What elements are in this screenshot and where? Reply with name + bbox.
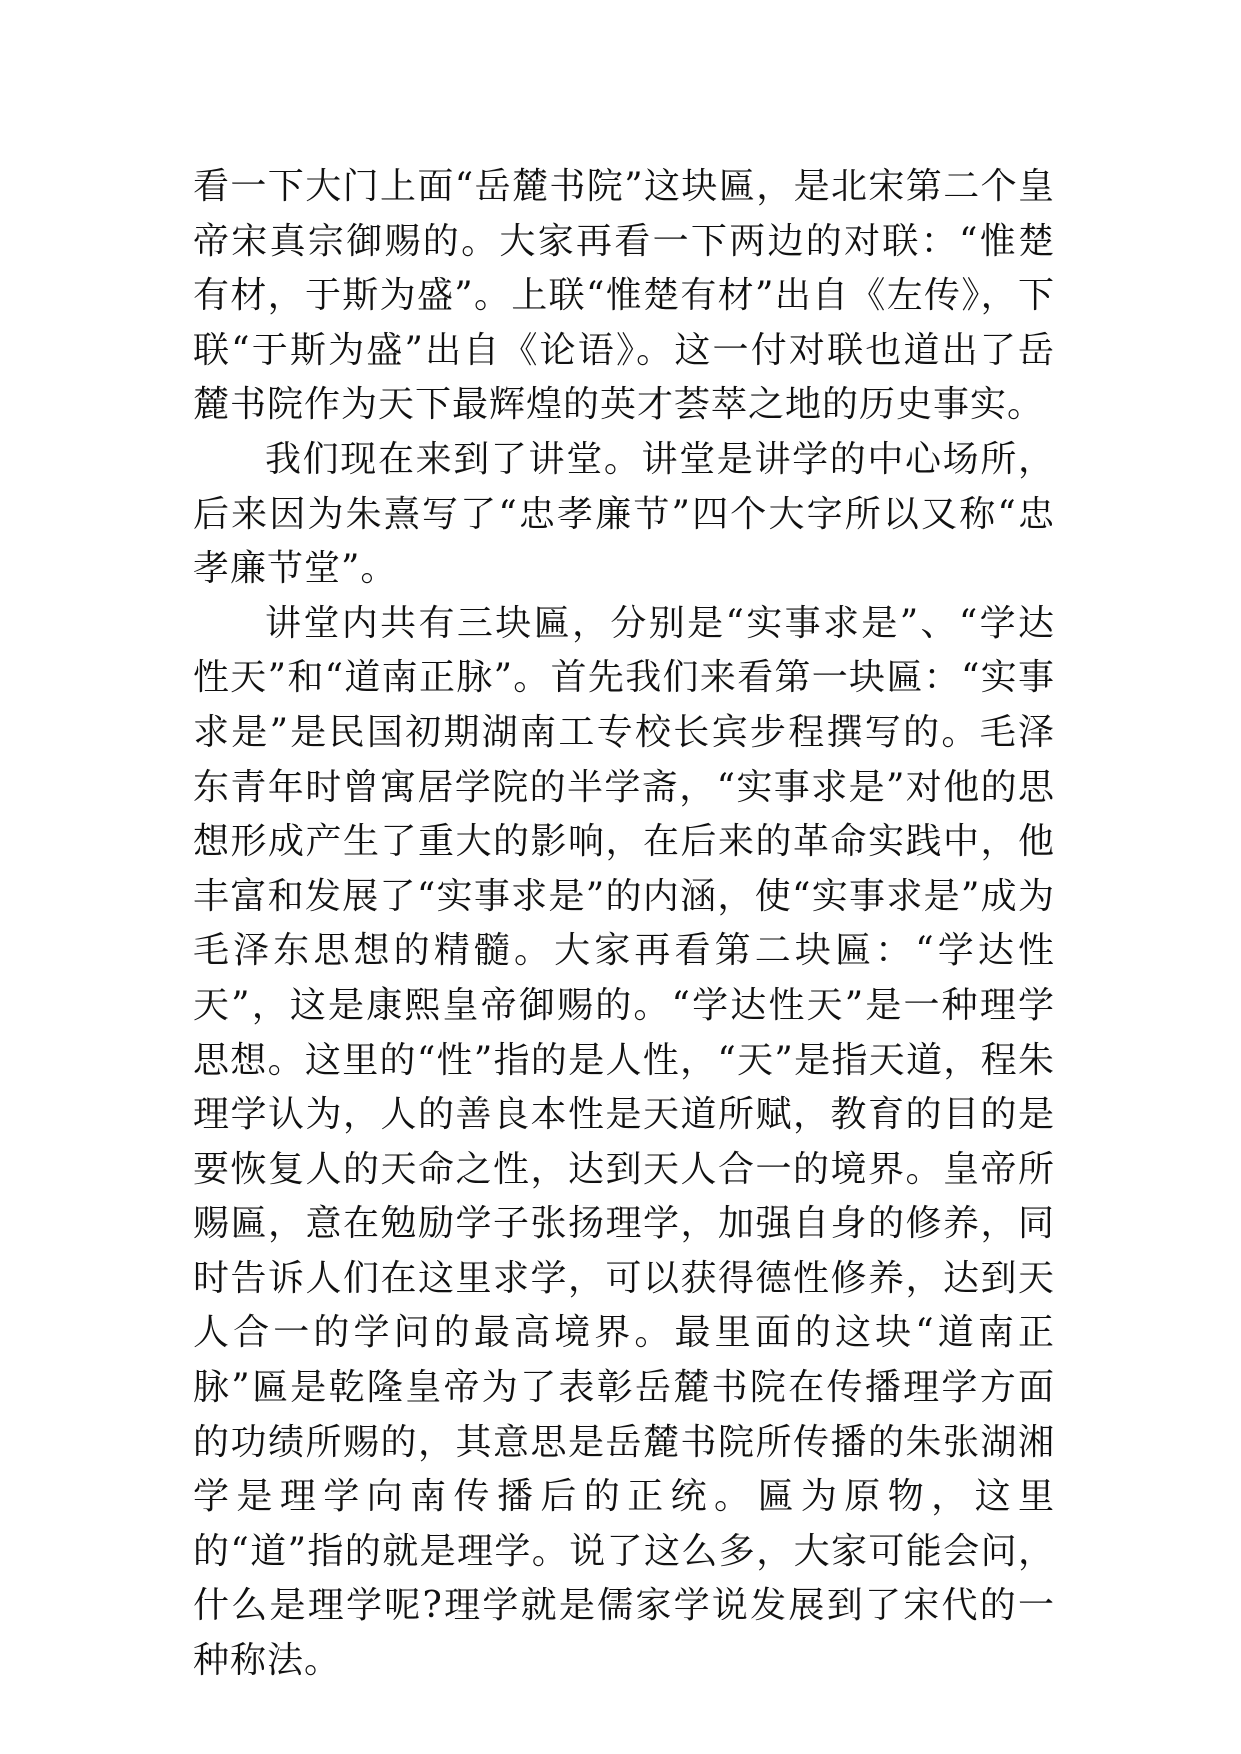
paragraph-2: 我们现在来到了讲堂。讲堂是讲学的中心场所，后来因为朱熹写了“忠孝廉节”四个大字所以又称“忠孝廉节堂”。 — [193, 438, 1055, 590]
body-text — [193, 160, 1055, 1689]
paragraph-3: 讲堂内共有三块匾，分别是“实事求是”、“学达性天”和“道南正脉”。首先我们来看第一块匾：“实事求是”是民国初期湖南工专校长宾步程撰写的。毛泽东青年时曾寓居学院的半学斋，“实事求是”对他的思想形成产生了重大的影响，在后来的革命实践中，他丰富和发展了“实事求是”的内涵，使“实事求是”成为毛泽东思想的精髓。大家再看第二块匾：“学达性天”，这是康熙皇帝御赐的。“学达性天”是一种理学思想。这里的“性”指的是人性，“天”是指天道，程朱理学认为，人的善良本性是天道所赋，教育的目的是要恢复人的天命之性，达到天人合一的境界。皇帝所赐匾，意在勉励学子张扬理学，加强自身的修养，同时告诉人们在这里求学，可以获得德性修养，达到天人合一的学问的最高境界。最里面的这块“道南正脉”匾是乾隆皇帝为了表彰岳麓书院在传播理学方面的功绩所赐的，其意思是岳麓书院所传播的朱张湖湘学是理学向南传播后的正统。匾为原物，这里的“道”指的就是理学。说了这么多，大家可能会问，什么是理学呢?理学就是儒家学说发展到了宋代的一种称法。 — [193, 602, 1055, 1682]
paragraph-1: 看一下大门上面“岳麓书院”这块匾，是北宋第二个皇帝宋真宗御赐的。大家再看一下两边的对联：“惟楚有材，于斯为盛”。上联“惟楚有材”出自《左传》，下联“于斯为盛”出自《论语》。这一付对联也道出了岳麓书院作为天下最辉煌的英才荟萃之地的历史事实。 — [193, 166, 1055, 426]
